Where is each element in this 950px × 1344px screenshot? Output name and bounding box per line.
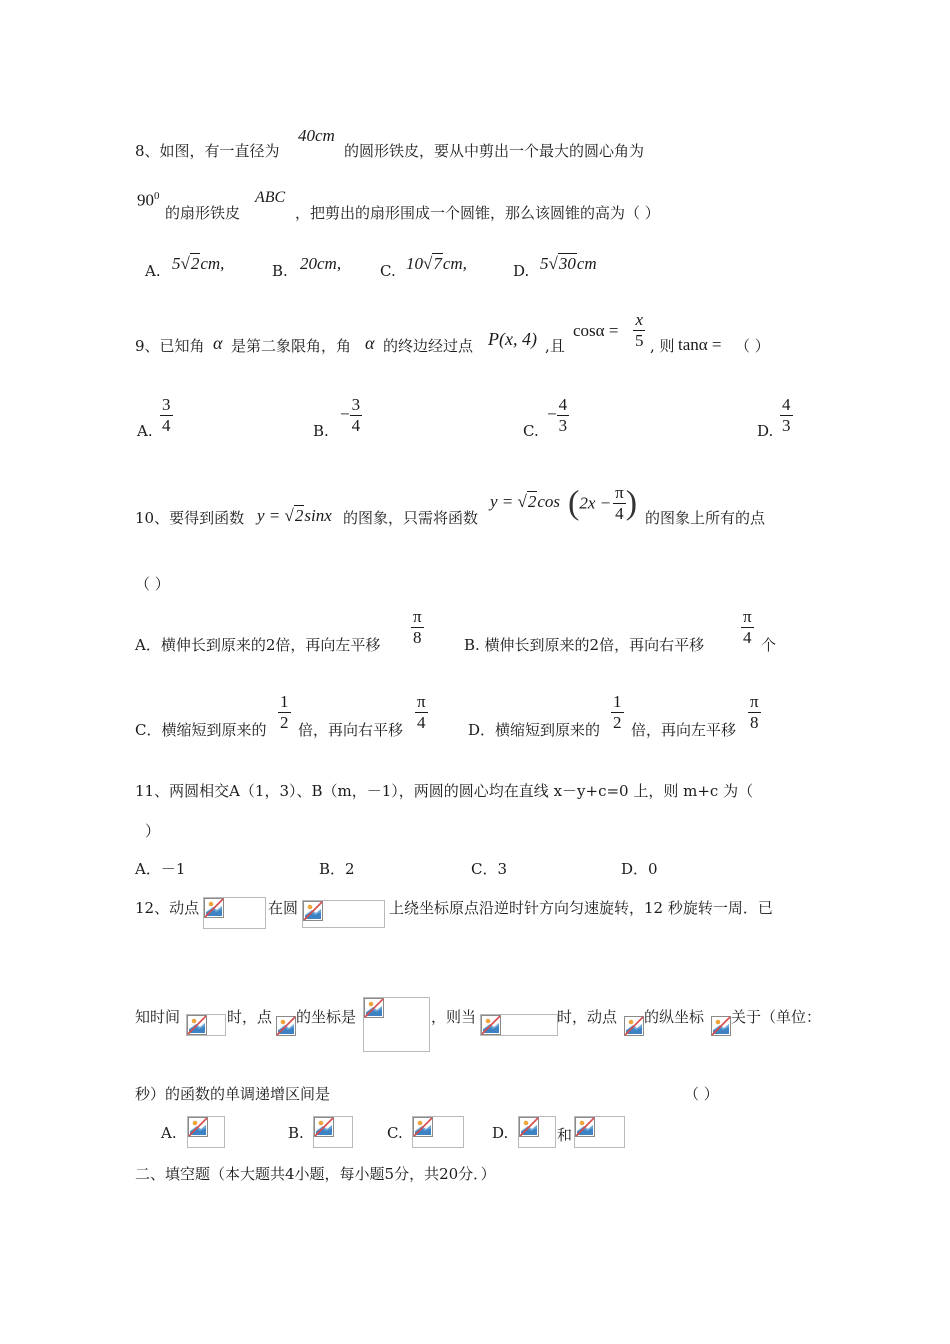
q12-option-c-label: C.: [387, 1124, 403, 1142]
q12-text-l2g: 关于（单位：: [731, 1008, 822, 1026]
numerator: 4: [558, 395, 568, 414]
missing-image-icon: [203, 897, 266, 929]
q12-option-a-label: A.: [161, 1124, 177, 1142]
q8-option-b: [272, 262, 288, 280]
q8-option-a: [145, 262, 161, 280]
denominator: 4: [351, 415, 361, 435]
option-text: A．横伸长到原来的2倍，再向左平移: [135, 636, 381, 654]
denominator: 3: [558, 415, 568, 435]
q10-text-pre: 10、要得到函数: [135, 509, 245, 527]
q10-option-b-shift: [741, 608, 754, 647]
denominator: 2: [613, 712, 622, 732]
q8-option-c-value: 10√7cm,: [406, 254, 467, 273]
missing-image-icon: [187, 1116, 225, 1148]
q10-text-mid: 的图象，只需将函数: [343, 509, 479, 527]
sep: ,: [336, 254, 342, 273]
q8-option-c: [380, 262, 396, 280]
q9-option-a-value: [160, 396, 173, 435]
q8-option-d: [513, 262, 529, 280]
q12-text-l2c: 的坐标是: [296, 1008, 357, 1026]
function: cos: [537, 492, 561, 511]
option-label: B.: [272, 262, 288, 280]
coef: 5: [172, 254, 181, 273]
q8-text-post: 的圆形铁皮，要从中剪出一个最大的圆心角为: [344, 142, 645, 160]
q10-func2-argument: (2x − $\frac{\pi}{4}$ ): [568, 483, 638, 523]
missing-image-icon: [574, 1116, 625, 1148]
q9-option-d-label: D.: [757, 422, 774, 440]
option-label: A.: [145, 262, 161, 280]
q11-line2: ）: [145, 822, 161, 840]
sep: ,: [462, 254, 467, 273]
coef: 5: [540, 254, 549, 273]
q9-text-pre: 9、已知角: [135, 337, 205, 355]
denominator: 8: [750, 712, 759, 732]
numerator: π: [743, 607, 752, 626]
q10-text-post: 的图象上所有的点: [645, 509, 766, 527]
q9-text-mid2: 的终边经过点: [383, 337, 474, 355]
q8-line2-post: ，把剪出的扇形围成一个圆锥，那么该圆锥的高为（ ）: [295, 204, 660, 222]
q8-line1: [135, 140, 280, 161]
q12-text-pre: 12、动点: [135, 899, 200, 917]
q9-option-d-value: [780, 396, 793, 435]
q8-option-b-value: [300, 254, 341, 274]
missing-image-icon: [480, 1014, 558, 1036]
q11-option-c: C．3: [471, 860, 508, 878]
q8-angle-degree: 0: [154, 190, 160, 202]
radicand: 2: [190, 254, 200, 273]
q10-option-a: [135, 634, 380, 655]
numerator: π: [413, 607, 422, 626]
missing-image-icon: [313, 1116, 353, 1148]
q12-text-l2d: ，则当: [431, 1008, 477, 1026]
missing-image-icon: [711, 1016, 731, 1036]
q10-func1: y = √2sinx: [257, 506, 332, 525]
q10-option-b-post: 个: [761, 636, 777, 654]
q8-diameter: 40cm: [298, 126, 335, 145]
q9-option-c-label: C.: [523, 422, 539, 440]
numerator: 4: [782, 395, 791, 414]
arg: 2x −: [579, 493, 612, 513]
radicand: 30: [558, 254, 576, 273]
missing-image-icon: [302, 900, 385, 928]
q12-text-l2b: 时，点: [227, 1008, 273, 1026]
q9-cos: cosα =: [573, 321, 619, 340]
numerator: 1: [613, 692, 622, 711]
numerator: x: [635, 310, 644, 329]
missing-image-icon: [518, 1116, 556, 1148]
missing-image-icon: [186, 1014, 226, 1036]
q11-line1: 11、两圆相交A（1，3）、B（m，－1），两圆的圆心均在直线 x－y+c=0 上，则 m+c 为（: [135, 782, 754, 800]
sep: ,: [220, 254, 225, 273]
numerator: π: [750, 692, 759, 711]
q8-angle: [137, 190, 160, 211]
q8-text-pre: 8、如图，有一直径为: [135, 142, 280, 160]
denominator: 4: [162, 415, 171, 435]
q12-text-l2f: 的纵坐标: [644, 1008, 705, 1026]
unit: cm: [576, 254, 597, 273]
numerator: 3: [162, 395, 171, 414]
q9-alpha-2: α: [365, 333, 375, 353]
q10-option-b: [464, 634, 704, 655]
section-2-heading: 二、填空题（本大题共4小题，每小题5分，共20分．）: [135, 1165, 496, 1183]
q12-text-post1: 上绕坐标原点沿逆时针方向匀速旋转，12 秒旋转一周．已: [389, 899, 773, 917]
radicand: 7: [433, 254, 442, 273]
q10-option-c: C．横缩短到原来的: [135, 721, 267, 739]
missing-image-icon: [276, 1016, 296, 1036]
coef: 10: [406, 254, 423, 273]
q11-option-b: B．2: [319, 860, 355, 878]
radicand: 2: [527, 492, 537, 511]
numerator: π: [615, 483, 624, 502]
q9-paren: （ ）: [735, 337, 770, 355]
q10-option-c-shift: [415, 693, 428, 732]
q12-paren: （ ）: [684, 1085, 719, 1103]
q12-text-l3: 秒）的函数的单调递增区间是: [135, 1085, 331, 1103]
option-text: B. 横伸长到原来的2倍，再向右平移: [464, 636, 705, 654]
q10-option-d: D．横缩短到原来的: [468, 721, 601, 739]
q10-option-c-mid: 倍，再向右平移: [298, 721, 404, 739]
q11-option-d: D．0: [621, 860, 658, 878]
radicand: 2: [294, 506, 304, 525]
lhs: y =: [257, 506, 281, 525]
q12-option-d-and: 和: [557, 1126, 573, 1144]
option-label: C.: [380, 262, 396, 280]
denominator: 4: [417, 712, 426, 732]
q11-option-a: A．－1: [135, 860, 186, 878]
q9-tan: tanα =: [678, 335, 722, 354]
q9-option-c-value: [547, 396, 569, 435]
q9-option-b-label: B.: [313, 422, 329, 440]
q9-option-b-value: [340, 396, 362, 435]
option-label: D.: [513, 262, 530, 280]
q12-text-l2e: 时，动点: [557, 1008, 618, 1026]
q8-line2-mid: 的扇形铁皮: [165, 204, 241, 222]
missing-image-icon: [363, 997, 430, 1052]
value: 20cm: [300, 254, 337, 273]
sign: −: [547, 404, 557, 424]
denominator: 5: [635, 330, 644, 350]
unit: cm: [200, 254, 221, 273]
q9-text-mid1: 是第二象限角，角: [231, 337, 352, 355]
q12-option-d-label: D.: [492, 1124, 509, 1142]
q8-angle-value: 90: [137, 190, 154, 210]
q10-option-a-shift: [411, 608, 424, 647]
q9-text-mid3: ,且: [545, 337, 565, 355]
q12-option-b-label: B.: [288, 1124, 304, 1142]
q8-option-a-value: 5√2cm,: [172, 254, 225, 273]
numerator: 1: [280, 692, 289, 711]
q8-sector-name: ABC: [255, 189, 286, 206]
denominator: 8: [413, 627, 422, 647]
q12-text-l2a: 知时间: [135, 1008, 181, 1026]
denominator: 4: [615, 503, 624, 523]
q10-option-d-mid: 倍，再向左平移: [631, 721, 737, 739]
q10-paren: （ ）: [135, 575, 170, 593]
q9-point: P(x, 4): [488, 329, 537, 349]
q8-option-d-value: 5√30cm: [540, 254, 597, 273]
q10-option-d-shift: [748, 693, 761, 732]
q9-text-mid4: , 则: [650, 337, 675, 355]
function: sinx: [304, 506, 332, 525]
denominator: 4: [743, 627, 752, 647]
q9-alpha-1: α: [213, 333, 223, 353]
q10-option-d-scale: [611, 693, 624, 732]
unit: cm: [442, 254, 463, 273]
denominator: 3: [782, 415, 791, 435]
lhs: y =: [490, 492, 514, 511]
q10-func2: y = √2cos: [490, 492, 561, 511]
q12-text-mid1: 在圆: [268, 899, 299, 917]
q10-option-c-scale: [278, 693, 291, 732]
q9-cos-fraction: [633, 311, 646, 350]
numerator: π: [417, 692, 426, 711]
q9-option-a-label: A.: [137, 422, 153, 440]
missing-image-icon: [412, 1116, 464, 1148]
numerator: 3: [351, 395, 361, 414]
sign: −: [340, 404, 350, 424]
missing-image-icon: [624, 1016, 644, 1036]
denominator: 2: [280, 712, 289, 732]
